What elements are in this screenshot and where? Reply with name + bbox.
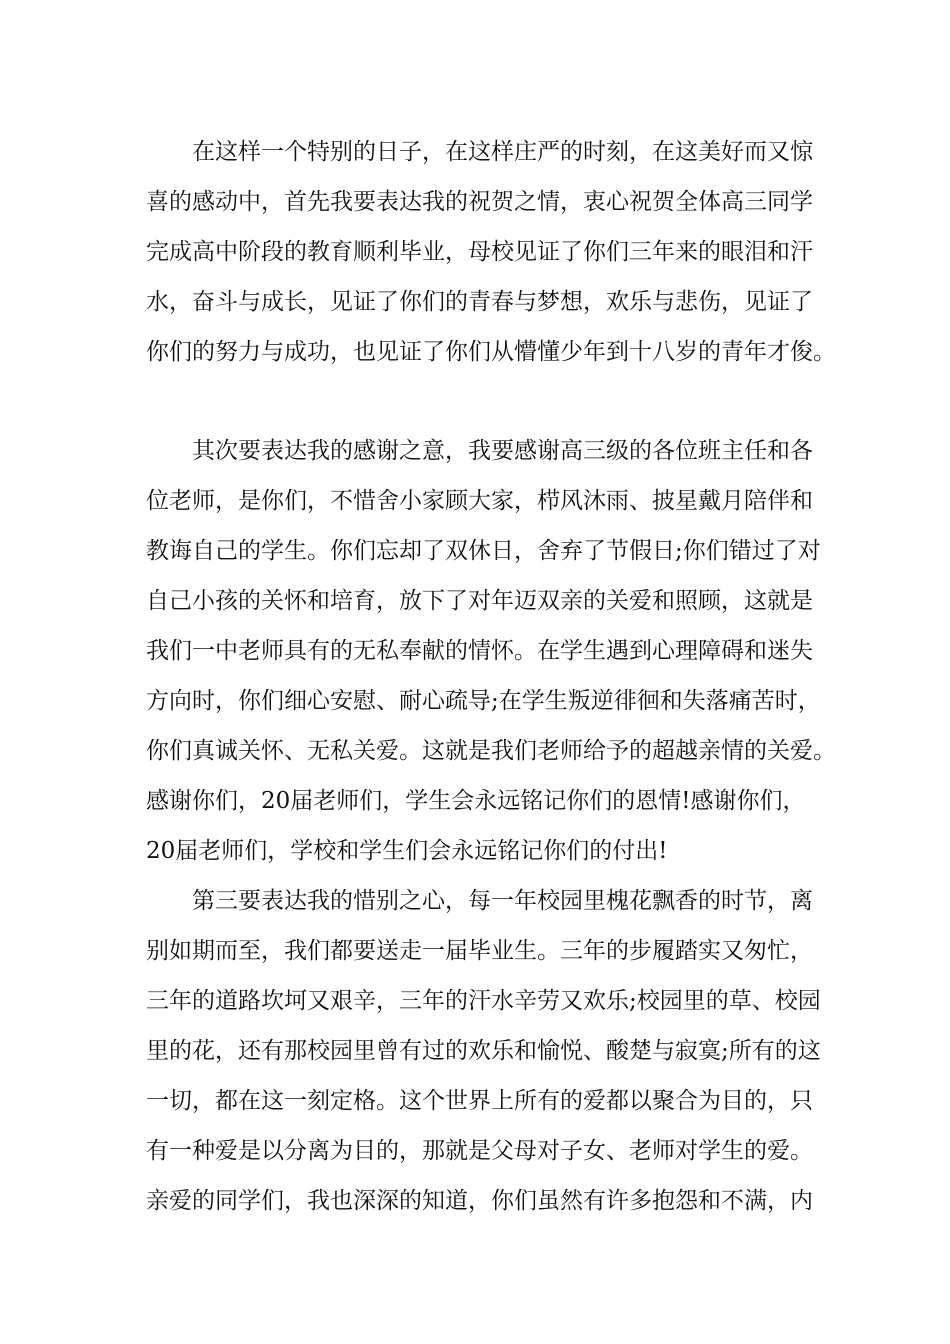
paragraph-1-line-3: 完成高中阶段的教育顺利毕业，母校见证了你们三年来的眼泪和汗: [146, 239, 813, 265]
paragraph-2-line-6: 方向时，你们细心安慰、耐心疏导;在学生叛逆徘徊和失落痛苦时，: [146, 688, 821, 714]
paragraph-3-line-5: 一切，都在这一刻定格。这个世界上所有的爱都以聚合为目的，只: [146, 1088, 813, 1114]
paragraph-2-line-3: 教诲自己的学生。你们忘却了双休日，舍弃了节假日;你们错过了对: [146, 538, 821, 564]
paragraph-1-line-2: 喜的感动中，首先我要表达我的祝贺之情，衷心祝贺全体高三同学: [146, 189, 813, 215]
paragraph-1-line-4: 水，奋斗与成长，见证了你们的青春与梦想，欢乐与悲伤，见证了: [146, 289, 813, 315]
paragraph-2-line-1: 其次要表达我的感谢之意，我要感谢高三级的各位班主任和各: [146, 438, 813, 464]
paragraph-1-line-5: 你们的努力与成功，也见证了你们从懵懂少年到十八岁的青年才俊。: [146, 339, 836, 365]
paragraph-3-line-7: 亲爱的同学们，我也深深的知道，你们虽然有许多抱怨和不满，内: [146, 1188, 813, 1214]
paragraph-3-line-6: 有一种爱是以分离为目的，那就是父母对子女、老师对学生的爱。: [146, 1138, 813, 1164]
paragraph-2-line-8: 感谢你们，20届老师们，学生会永远铭记你们的恩情!感谢你们，: [146, 788, 806, 814]
paragraph-3-line-1: 第三要表达我的惜别之心，每一年校园里槐花飘香的时节，离: [146, 888, 813, 914]
paragraph-3-line-3: 三年的道路坎坷又艰辛，三年的汗水辛劳又欢乐;校园里的草、校园: [146, 988, 821, 1014]
paragraph-3-line-4: 里的花，还有那校园里曾有过的欢乐和愉悦、酸楚与寂寞;所有的这: [146, 1038, 821, 1064]
paragraph-3-line-2: 别如期而至，我们都要送走一届毕业生。三年的步履踏实又匆忙，: [146, 938, 813, 964]
paragraph-2-line-7: 你们真诚关怀、无私关爱。这就是我们老师给予的超越亲情的关爱。: [146, 738, 836, 764]
paragraph-1-line-1: 在这样一个特别的日子，在这样庄严的时刻，在这美好而又惊: [146, 139, 813, 165]
paragraph-2-line-5: 我们一中老师具有的无私奉献的情怀。在学生遇到心理障碍和迷失: [146, 638, 813, 664]
paragraph-2-line-2: 位老师，是你们，不惜舍小家顾大家，栉风沐雨、披星戴月陪伴和: [146, 488, 813, 514]
paragraph-2-line-9: 20届老师们，学校和学生们会永远铭记你们的付出!: [146, 838, 668, 864]
paragraph-2-line-4: 自己小孩的关怀和培育，放下了对年迈双亲的关爱和照顾，这就是: [146, 588, 813, 614]
